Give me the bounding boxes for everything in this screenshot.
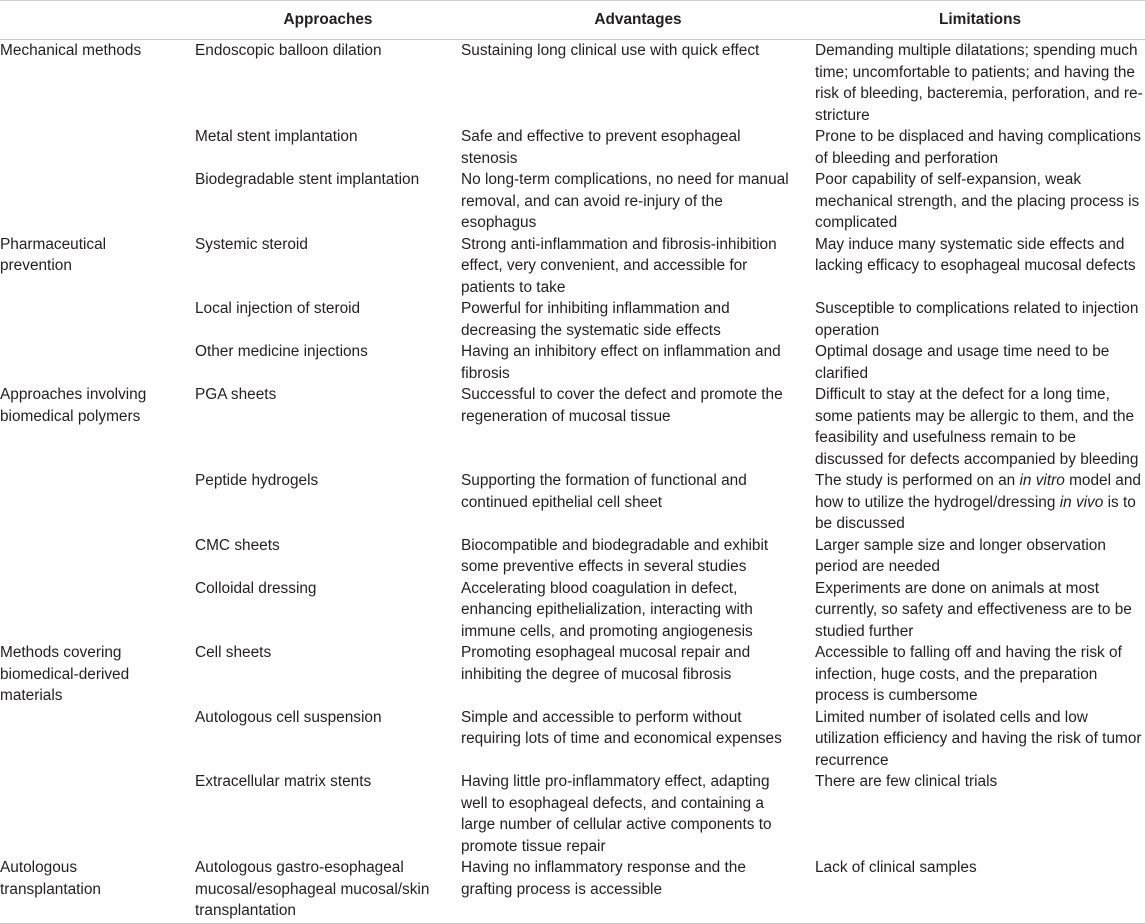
- approach-cell: Metal stent implantation: [195, 128, 358, 145]
- table-row: [0, 384, 1145, 470]
- header-advantages: Advantages: [461, 1, 815, 40]
- limitations-cell: Susceptible to complications related to injection operation: [815, 300, 1139, 339]
- limitations-cell: Lack of clinical samples: [815, 857, 1145, 923]
- advantages-cell: No long-term complications, no need for manual removal, and can avoid re-injury of the esophagus: [461, 171, 789, 231]
- approach-cell: Autologous cell suspension: [195, 708, 382, 726]
- table-row: [0, 234, 1145, 299]
- approach-cell: Systemic steroid: [195, 235, 308, 253]
- limitations-cell: Accessible to falling off and having the risk of infection, huge costs, and the preparation process is cumbersome: [815, 644, 1122, 704]
- header-category: [0, 1, 195, 40]
- approach-cell: Cell sheets: [195, 644, 272, 661]
- approach-cell: Endoscopic balloon dilation: [195, 42, 382, 59]
- approach-cell: Peptide hydrogels: [195, 472, 319, 489]
- advantages-cell: Simple and accessible to perform without requiring lots of time and economical expenses: [461, 708, 782, 747]
- advantages-cell: Safe and effective to prevent esophageal stenosis: [461, 128, 741, 167]
- advantages-cell: Sustaining long clinical use with quick effect: [461, 42, 760, 59]
- limitations-text: is to be discussed: [815, 493, 1136, 532]
- advantages-cell: Having no inflammatory response and the grafting process is accessible: [461, 857, 815, 923]
- advantages-cell: Promoting esophageal mucosal repair and inhibiting the degree of mucosal fibrosis: [461, 644, 751, 683]
- table-row: [0, 40, 1145, 127]
- italic-term: in vitro: [1019, 472, 1065, 489]
- limitations-cell: Larger sample size and longer observation period are needed: [815, 536, 1106, 575]
- limitations-cell: There are few clinical trials: [815, 773, 998, 790]
- approach-cell: Biodegradable stent implantation: [195, 171, 420, 188]
- italic-term: in vivo: [1059, 493, 1104, 511]
- limitations-cell: Prone to be displaced and having complications of bleeding and perforation: [815, 128, 1141, 167]
- limitations-cell: [815, 470, 1145, 535]
- approach-cell: PGA sheets: [195, 386, 277, 403]
- limitations-cell: Optimal dosage and usage time need to be clarified: [815, 343, 1110, 382]
- header-limitations: Limitations: [815, 1, 1145, 40]
- category-cell: Approaches involving biomedical polymers: [0, 386, 147, 425]
- limitations-cell: Limited number of isolated cells and low utilization efficiency and having the risk of tumor recurrence: [815, 708, 1142, 769]
- approach-cell: Colloidal dressing: [195, 579, 317, 597]
- advantages-cell: Strong anti-inflammation and fibrosis-inhibition effect, very convenient, and accessible for patients to take: [461, 235, 777, 296]
- advantages-cell: Accelerating blood coagulation in defect, enhancing epithelialization, interacting with immune cells, and promoting angiogenesis: [461, 579, 753, 640]
- table-header: [0, 1, 1145, 40]
- advantages-cell: Having an inhibitory effect on inflammation and fibrosis: [461, 343, 781, 382]
- table-row: [0, 642, 1145, 707]
- limitations-cell: Difficult to stay at the defect for a long time, some patients may be allergic to them, and the feasibility and usefulness remain to be discussed for defects accompanied by bleeding: [815, 386, 1139, 468]
- category-cell: Mechanical methods: [0, 42, 142, 59]
- approach-cell: Other medicine injections: [195, 343, 368, 360]
- advantages-cell: Supporting the formation of functional and continued epithelial cell sheet: [461, 472, 747, 511]
- limitations-cell: May induce many systematic side effects and lacking efficacy to esophageal mucosal defects: [815, 235, 1136, 274]
- approach-cell: Local injection of steroid: [195, 300, 361, 317]
- limitations-cell: Demanding multiple dilatations; spending much time; uncomfortable to patients; and having the risk of bleeding, bacteremia, perforation, and re-stricture: [815, 42, 1143, 124]
- category-cell: Pharmaceutical prevention: [0, 235, 107, 274]
- advantages-cell: Successful to cover the defect and promote the regeneration of mucosal tissue: [461, 386, 783, 425]
- table-row: [0, 857, 1145, 923]
- limitations-cell: Poor capability of self-expansion, weak mechanical strength, and the placing process is complicated: [815, 171, 1140, 231]
- limitations-text: The study is performed on an: [815, 472, 1020, 489]
- table-body: [0, 40, 1145, 924]
- category-cell: Autologous transplantation: [0, 857, 195, 923]
- approach-cell: Extracellular matrix stents: [195, 773, 372, 790]
- category-cell: Methods covering biomedical-derived materials: [0, 644, 130, 704]
- header-approaches: Approaches: [195, 1, 461, 40]
- advantages-cell: Having little pro-inflammatory effect, adapting well to esophageal defects, and containing a large number of cellular active components to promote tissue repair: [461, 773, 772, 855]
- advantages-cell: Powerful for inhibiting inflammation and decreasing the systematic side effects: [461, 300, 730, 339]
- limitations-cell: Experiments are done on animals at most currently, so safety and effectiveness are to be studied further: [815, 579, 1132, 640]
- approach-cell: CMC sheets: [195, 536, 280, 554]
- advantages-cell: Biocompatible and biodegradable and exhibit some preventive effects in several studies: [461, 536, 769, 575]
- header-row: [0, 1, 1145, 40]
- approach-cell: Autologous gastro-esophageal mucosal/esophageal mucosal/skin transplantation: [195, 857, 461, 923]
- limitations-text: model and how to utilize the hydrogel/dressing: [815, 472, 1141, 511]
